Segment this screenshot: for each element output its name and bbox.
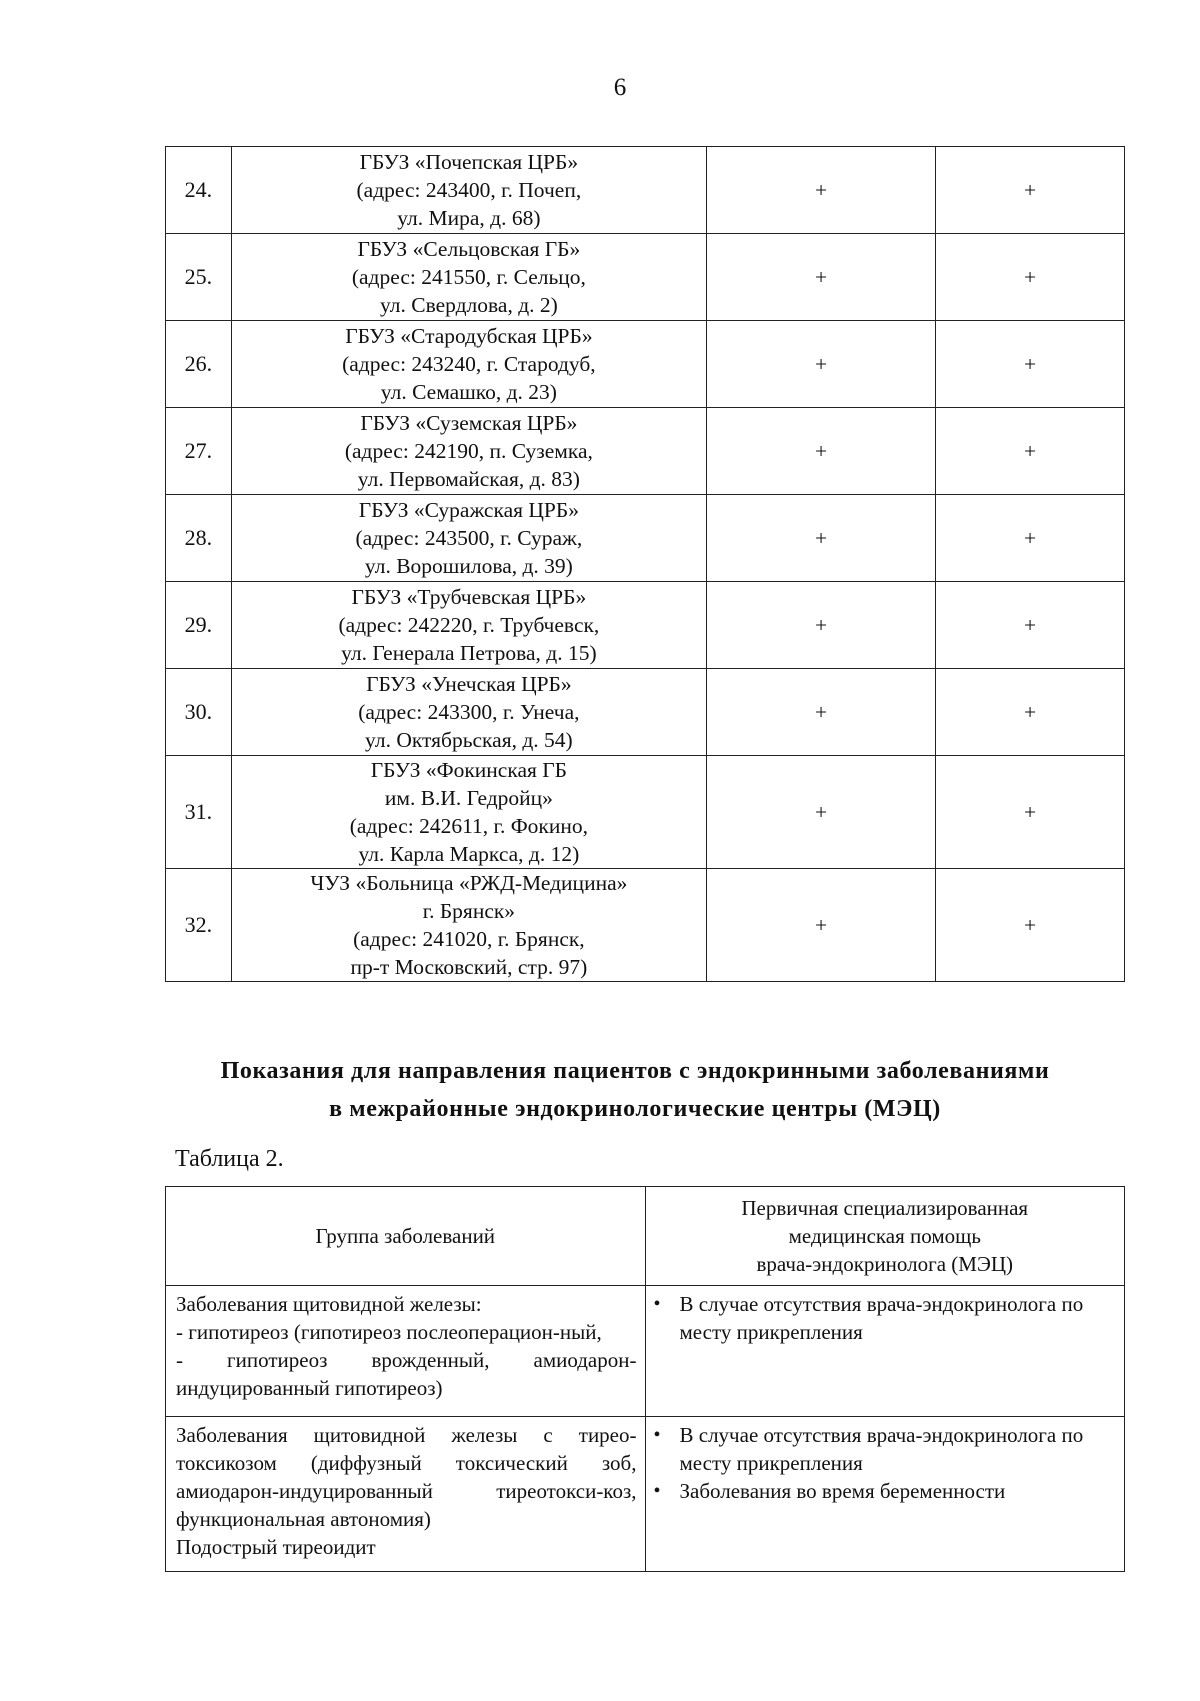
table2-row xyxy=(166,1417,1125,1572)
hospital-line: ГБУЗ «Суземская ЦРБ» xyxy=(360,411,578,435)
hospital-line: ул. Карла Маркса, д. 12) xyxy=(358,842,580,866)
hospital-line: ул. Свердлова, д. 2) xyxy=(379,293,558,317)
disease-line: Заболевания щитовидной железы с тирео-токсикозом (диффузный токсический зоб, амиодарон-индуцированный тиреотокси-коз, функциональная автономия) xyxy=(176,1423,637,1531)
hospital-line: (адрес: 243500, г. Сураж, xyxy=(355,526,583,550)
availability-mark: + xyxy=(706,582,935,669)
hospital-line: ГБУЗ «Фокинская ГБ xyxy=(370,758,568,782)
hospital-line: г. Брянск» xyxy=(422,899,516,923)
table2-row xyxy=(166,1286,1125,1417)
availability-mark: + xyxy=(706,408,935,495)
row-number: 24. xyxy=(166,147,232,234)
hospital-line: пр-т Московский, стр. 97) xyxy=(350,955,588,979)
hospital-name-address xyxy=(231,234,706,321)
indication-bullet: • В случае отсутствия врача-эндокринолога по месту прикрепления xyxy=(652,1421,1117,1477)
availability-mark: + xyxy=(936,408,1125,495)
indication-cell xyxy=(645,1417,1125,1572)
section-heading-line2: в межрайонные эндокринологические центры (МЭЦ) xyxy=(329,1096,941,1122)
hospital-line: ГБУЗ «Трубчевская ЦРБ» xyxy=(351,585,587,609)
hospital-line: (адрес: 242611, г. Фокино, xyxy=(349,814,589,838)
availability-mark: + xyxy=(706,669,935,756)
hospital-line: ГБУЗ «Сельцовская ГБ» xyxy=(357,237,581,261)
hospital-line: ГБУЗ «Унечская ЦРБ» xyxy=(366,672,572,696)
row-number: 26. xyxy=(166,321,232,408)
hospital-line: (адрес: 242190, п. Суземка, xyxy=(344,439,593,463)
hospital-row xyxy=(166,408,1125,495)
hospital-line: им. В.И. Гедройц» xyxy=(384,786,553,810)
hospital-name-address xyxy=(231,147,706,234)
hospital-line: (адрес: 242220, г. Трубчевск, xyxy=(338,613,600,637)
disease-line: - гипотиреоз врожденный, амиодарон-индуцированный гипотиреоз) xyxy=(176,1348,637,1400)
hospital-row xyxy=(166,147,1125,234)
page-number: 6 xyxy=(613,74,627,101)
disease-line: - гипотиреоз (гипотиреоз послеоперацион-ный, xyxy=(176,1320,602,1344)
row-number: 29. xyxy=(166,582,232,669)
hospital-line: ул. Октябрьская, д. 54) xyxy=(365,728,573,752)
row-number: 27. xyxy=(166,408,232,495)
availability-mark: + xyxy=(936,756,1125,869)
hospital-line: ГБУЗ «Стародубская ЦРБ» xyxy=(345,324,593,348)
availability-mark: + xyxy=(706,869,935,982)
availability-mark: + xyxy=(706,147,935,234)
hospital-name-address xyxy=(231,869,706,982)
hospital-row xyxy=(166,869,1125,982)
hospital-line: ГБУЗ «Почепская ЦРБ» xyxy=(359,150,579,174)
indication-bullet: • В случае отсутствия врача-эндокринолога по месту прикрепления xyxy=(652,1290,1117,1346)
hospital-row xyxy=(166,582,1125,669)
hospital-line: ул. Ворошилова, д. 39) xyxy=(364,554,573,578)
section-heading xyxy=(0,1052,1200,1128)
hospital-line: ГБУЗ «Суражская ЦРБ» xyxy=(358,498,579,522)
availability-mark: + xyxy=(936,495,1125,582)
disease-group-cell xyxy=(166,1417,646,1572)
hospital-name-address xyxy=(231,321,706,408)
hospital-line: ул. Мира, д. 68) xyxy=(397,206,541,230)
hospital-name-address xyxy=(231,495,706,582)
hospital-row xyxy=(166,321,1125,408)
row-number: 25. xyxy=(166,234,232,321)
table-caption: Таблица 2. xyxy=(175,1146,284,1172)
row-number: 32. xyxy=(166,869,232,982)
hospital-name-address xyxy=(231,756,706,869)
hospital-line: ул. Генерала Петрова, д. 15) xyxy=(341,641,597,665)
section-heading-line1: Показания для направления пациентов с эндокринными заболеваниями xyxy=(220,1058,1050,1084)
hospital-row xyxy=(166,234,1125,321)
indication-cell xyxy=(645,1286,1125,1417)
referral-indications-table xyxy=(165,1186,1125,1572)
availability-mark: + xyxy=(706,234,935,321)
hospital-name-address xyxy=(231,582,706,669)
header-specialized-care xyxy=(645,1187,1125,1286)
hospital-line: ул. Первомайская, д. 83) xyxy=(357,467,580,491)
row-number: 30. xyxy=(166,669,232,756)
hospital-row xyxy=(166,495,1125,582)
availability-mark: + xyxy=(936,869,1125,982)
hospital-line: (адрес: 241020, г. Брянск, xyxy=(353,927,585,951)
table2-header-row xyxy=(166,1187,1125,1286)
header-right-line: врача-эндокринолога (МЭЦ) xyxy=(756,1252,1013,1276)
hospital-line: ЧУЗ «Больница «РЖД-Медицина» xyxy=(310,871,628,895)
availability-mark: + xyxy=(706,321,935,408)
availability-mark: + xyxy=(706,495,935,582)
hospital-line: (адрес: 243400, г. Почеп, xyxy=(356,178,582,202)
header-right-line: медицинская помощь xyxy=(788,1224,981,1248)
availability-mark: + xyxy=(936,234,1125,321)
hospital-row xyxy=(166,756,1125,869)
availability-mark: + xyxy=(936,669,1125,756)
availability-mark: + xyxy=(936,582,1125,669)
availability-mark: + xyxy=(936,321,1125,408)
disease-line: Подострый тиреоидит xyxy=(176,1535,376,1559)
hospital-name-address xyxy=(231,669,706,756)
disease-line: Заболевания щитовидной железы: xyxy=(176,1292,482,1316)
row-number: 31. xyxy=(166,756,232,869)
header-disease-group: Группа заболеваний xyxy=(166,1187,646,1286)
hospital-line: ул. Семашко, д. 23) xyxy=(380,380,557,404)
header-right-line: Первичная специализированная xyxy=(741,1196,1029,1220)
indication-bullet: • Заболевания во время беременности xyxy=(652,1477,1117,1505)
row-number: 28. xyxy=(166,495,232,582)
hospital-line: (адрес: 243240, г. Стародуб, xyxy=(342,352,596,376)
hospital-row xyxy=(166,669,1125,756)
hospital-line: (адрес: 243300, г. Унеча, xyxy=(358,700,580,724)
availability-mark: + xyxy=(706,756,935,869)
hospital-name-address xyxy=(231,408,706,495)
hospitals-table xyxy=(165,146,1125,982)
hospital-line: (адрес: 241550, г. Сельцо, xyxy=(351,265,586,289)
disease-group-cell xyxy=(166,1286,646,1417)
availability-mark: + xyxy=(936,147,1125,234)
